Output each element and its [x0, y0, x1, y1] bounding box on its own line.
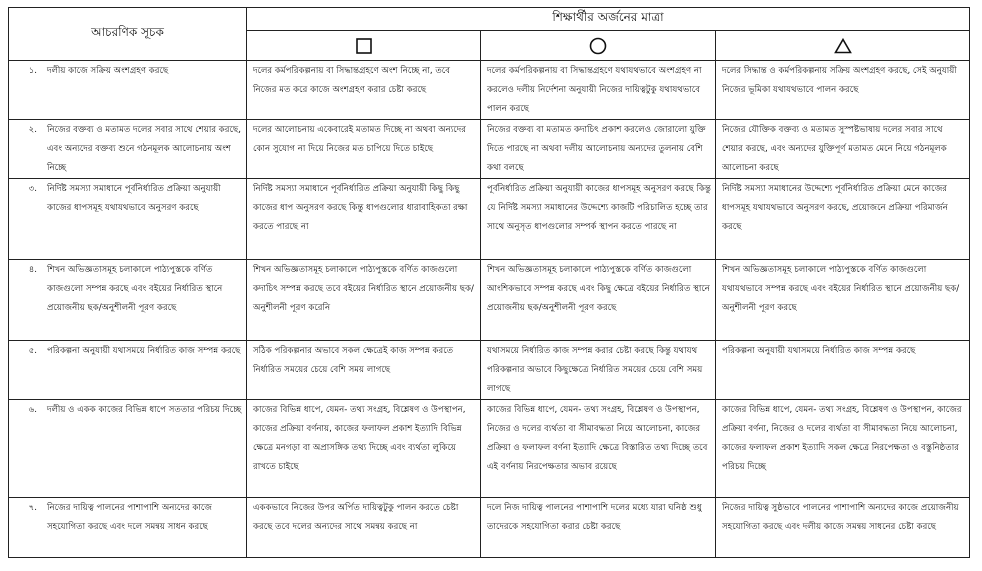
circle-level-cell [481, 260, 716, 341]
achievement-level-header: শিক্ষার্থীর অর্জনের মাত্রা [247, 8, 970, 31]
circle-level-cell [481, 61, 716, 120]
header-row-1 [9, 8, 970, 31]
indicator-cell [9, 498, 247, 558]
square-level-text: সঠিক পরিকল্পনার অভাবে সকল ক্ষেত্রেই কাজ সম্পন্ন করতে নির্ধারিত সময়ের চেয়ে বেশি সময় লাগছে [253, 346, 454, 375]
circle-level-text: নিজের বক্তব্য বা মতামত কদাচিৎ প্রকাশ করলেও জোরালো যুক্তি দিতে পারছে না অথবা দলীয় আলোচনায় অন্যদের তুলনায় বেশি কথা বলছে [487, 125, 706, 173]
triangle-level-cell [716, 61, 970, 120]
row-number: ৪. [28, 265, 37, 275]
indicator-cell [9, 341, 247, 400]
row-number: ৭. [28, 503, 37, 513]
table-row [9, 179, 970, 260]
square-level-cell [247, 260, 481, 341]
table-row [9, 400, 970, 498]
triangle-icon [834, 38, 852, 54]
assessment-rubric-table [8, 7, 970, 558]
indicator-cell [9, 179, 247, 260]
table-row [9, 120, 970, 179]
indicator-cell [9, 260, 247, 341]
triangle-level-text: কাজের বিভিন্ন ধাপে, যেমন- তথ্য সংগ্রহ, বিশ্লেষণ ও উপস্থাপন, কাজের প্রক্রিয়া বর্ণনা, নিজের ও দলের ব্যর্থতা বা সীমাবদ্ধতা নিয়ে আলোচনা, কাজের ফলাফল প্রকাশ ইত্যাদি সকল ক্ষেত্রে নিরপেক্ষতা ও বস্তুনিষ্ঠতার পরিচয় দিচ্ছে [722, 405, 962, 472]
indicator-column-header: আচরণিক সূচক [9, 8, 247, 61]
triangle-level-cell [716, 341, 970, 400]
triangle-level-text: নিজের দায়িত্ব সুষ্ঠভাবে পালনের পাশাপাশি অন্যদের কাজে প্রয়োজনীয় সহযোগিতা করছে এবং দলীয় কাজে সমন্বয় সাধনের চেষ্টা করছে [722, 503, 959, 532]
triangle-level-text: দলের সিদ্ধান্ত ও কর্মপরিকল্পনায় সক্রিয় অংশগ্রহণ করছে, সেই অনুযায়ী নিজের ভূমিকা যথাযথভাবে পালন করছে [722, 66, 957, 95]
circle-level-text: পূর্বনির্ধারিত প্রক্রিয়া অনুযায়ী কাজের ধাপসমূহ অনুসরণ করছে কিন্তু যে নির্দিষ্ট সমস্যা সমাধানের উদ্দেশ্যে কাজটি পরিচালিত হচ্ছে তার সাথে অনুসৃত ধাপগুলোর সম্পর্ক স্থাপন করতে পারছে না [487, 184, 711, 232]
row-number: ৩. [28, 184, 37, 194]
square-level-cell [247, 120, 481, 179]
circle-level-cell [481, 179, 716, 260]
square-level-cell [247, 341, 481, 400]
table-row [9, 260, 970, 341]
square-level-text: দলের আলোচনায় একেবারেই মতামত দিচ্ছে না অথবা অন্যদের কোন সুযোগ না দিয়ে নিজের মত চাপিয়ে দিতে চাইছে [253, 125, 466, 154]
circle-level-cell [481, 400, 716, 498]
row-number: ২. [28, 125, 37, 135]
indicator-cell [9, 61, 247, 120]
row-number: ৫. [28, 346, 37, 356]
indicator-text: পরিকল্পনা অনুযায়ী যথাসময়ে নির্ধারিত কাজ সম্পন্ন করছে [47, 346, 241, 356]
indicator-text: দলীয় ও একক কাজের বিভিন্ন ধাপে সততার পরিচয় দিচ্ছে [47, 405, 242, 415]
circle-level-text: শিখন অভিজ্ঞতাসমূহ চলাকালে পাঠ্যপুস্তকে বর্ণিত কাজগুলো আংশিকভাবে সম্পন্ন করছে এবং কিছু ক্ষেত্রে বইয়ের নির্ধারিত স্থানে প্রয়োজনীয় ছক/অনুশীলনী পূরণ করছে [487, 265, 710, 313]
circle-level-header [481, 31, 716, 61]
triangle-level-text: শিখন অভিজ্ঞতাসমূহ চলাকালে পাঠ্যপুস্তকে বর্ণিত কাজগুলো যথাযথভাবে সম্পন্ন করছে এবং বইয়ের নির্ধারিত স্থানে প্রয়োজনীয় ছক/অনুশীলনী পূরণ করছে [722, 265, 960, 313]
triangle-level-text: নির্দিষ্ট সমস্যা সমাধানের উদ্দেশ্যে পূর্বনির্ধারিত প্রক্রিয়া মেনে কাজের ধাপসমূহ যথাযথভাবে অনুসরণ করছে, প্রয়োজনে প্রক্রিয়া পরিমার্জন করছে [722, 184, 948, 232]
circle-level-cell [481, 341, 716, 400]
circle-level-text: দলে নিজ দায়িত্ব পালনের পাশাপাশি দলের মধ্যে যারা ঘনিষ্ঠ শুধু তাদেরকে সহযোগিতা করার চেষ্টা করছে [487, 503, 702, 532]
square-level-text: কাজের বিভিন্ন ধাপে, যেমন- তথ্য সংগ্রহ, বিশ্লেষণ ও উপস্থাপন, কাজের প্রক্রিয়া বর্ণনায়, কাজের ফলাফল প্রকাশ ইত্যাদি বিভিন্ন ক্ষেত্রে মনগড়া বা অপ্রাসঙ্গিক তথ্য দিচ্ছে এবং ব্যর্থতা লুকিয়ে রাখতে চাইছে [253, 405, 466, 472]
square-level-text: দলের কর্মপরিকল্পনায় বা সিদ্ধান্তগ্রহণে অংশ নিচ্ছে না, তবে নিজের মত করে কাজে অংশগ্রহণ করার চেষ্টা করছে [253, 66, 451, 95]
square-level-cell [247, 498, 481, 558]
triangle-level-cell [716, 260, 970, 341]
indicator-cell [9, 400, 247, 498]
circle-level-text: কাজের বিভিন্ন ধাপে, যেমন- তথ্য সংগ্রহ, বিশ্লেষণ ও উপস্থাপন, নিজের ও দলের ব্যর্থতা বা সীমাবদ্ধতা নিয়ে আলোচনা, কাজের প্রক্রিয়া ও ফলাফল বর্ণনা ইত্যাদি ক্ষেত্রে বিস্তারিত তথ্য দিচ্ছে তবে এই বর্ণনায় নিরপেক্ষতার অভাব রয়েছে [487, 405, 708, 472]
circle-icon [589, 37, 607, 55]
row-number: ১. [28, 66, 37, 76]
indicator-text: শিখন অভিজ্ঞতাসমূহ চলাকালে পাঠ্যপুস্তকে বর্ণিত কাজগুলো সম্পন্ন করছে এবং বইয়ের নির্ধারিত স্থানে প্রয়োজনীয় ছক/অনুশীলনী পূরণ করছে [47, 265, 223, 313]
table-row [9, 498, 970, 558]
square-icon [356, 38, 372, 54]
circle-level-text: যথাসময়ে নির্ধারিত কাজ সম্পন্ন করার চেষ্টা করছে কিন্তু যথাযথ পরিকল্পনার অভাবে কিছুক্ষেত্রে নির্ধারিত সময়ের চেয়ে বেশি সময় লাগছে [487, 346, 703, 394]
circle-level-text: দলের কর্মপরিকল্পনায় বা সিদ্ধান্তগ্রহণে যথাযথভাবে অংশগ্রহণ না করলেও দলীয় নির্দেশনা অনুযায়ী নিজের দায়িত্বটুকু যথাযথভাবে পালন করছে [487, 66, 702, 114]
square-level-header [247, 31, 481, 61]
triangle-level-text: নিজের যৌক্তিক বক্তব্য ও মতামত সুস্পষ্টভাষায় দলের সবার সাথে শেয়ার করছে, এবং অন্যদের যুক্তিপূর্ণ মতামত মেনে নিয়ে গঠনমূলক আলোচনা করছে [722, 125, 947, 173]
triangle-level-header [716, 31, 970, 61]
triangle-level-cell [716, 120, 970, 179]
square-level-cell [247, 179, 481, 260]
triangle-level-cell [716, 400, 970, 498]
square-level-text: শিখন অভিজ্ঞতাসমূহ চলাকালে পাঠ্যপুস্তকে বর্ণিত কাজগুলো কদাচিৎ সম্পন্ন করছে তবে বইয়ের নির্ধারিত স্থানে প্রয়োজনীয় ছক/অনুশীলনী পূরণ করেনি [253, 265, 474, 313]
triangle-level-text: পরিকল্পনা অনুযায়ী যথাসময়ে নির্ধারিত কাজ সম্পন্ন করছে [722, 346, 916, 356]
indicator-cell [9, 120, 247, 179]
circle-level-cell [481, 498, 716, 558]
table-row [9, 61, 970, 120]
row-number: ৬. [28, 405, 37, 415]
indicator-text: নির্দিষ্ট সমস্যা সমাধানে পূর্বনির্ধারিত প্রক্রিয়া অনুযায়ী কাজের ধাপসমূহ যথাযথভাবে অনুসরণ করছে [47, 184, 221, 213]
square-level-text: এককভাবে নিজের উপর অর্পিত দায়িত্বটুকু পালন করতে চেষ্টা করছে তবে দলের অন্যদের সাথে সমন্বয় করছে না [253, 503, 459, 532]
indicator-text: নিজের বক্তব্য ও মতামত দলের সবার সাথে শেয়ার করছে, এবং অন্যদের বক্তব্য শুনে গঠনমূলক আলোচনায় অংশ নিচ্ছে [47, 125, 241, 173]
circle-level-cell [481, 120, 716, 179]
indicator-text: দলীয় কাজে সক্রিয় অংশগ্রহণ করছে [47, 66, 169, 76]
indicator-text: নিজের দায়িত্ব পালনের পাশাপাশি অন্যদের কাজে সহযোগিতা করছে এবং দলে সমন্বয় সাধন করছে [47, 503, 212, 532]
square-level-cell [247, 400, 481, 498]
triangle-level-cell [716, 179, 970, 260]
triangle-level-cell [716, 498, 970, 558]
square-level-text: নির্দিষ্ট সমস্যা সমাধানে পূর্বনির্ধারিত প্রক্রিয়া অনুযায়ী কিছু কিছু কাজের ধাপ অনুসরণ করছে কিন্তু ধাপগুলোর ধারাবাহিকতা রক্ষা করতে পারছে না [253, 184, 468, 232]
table-row [9, 341, 970, 400]
square-level-cell [247, 61, 481, 120]
